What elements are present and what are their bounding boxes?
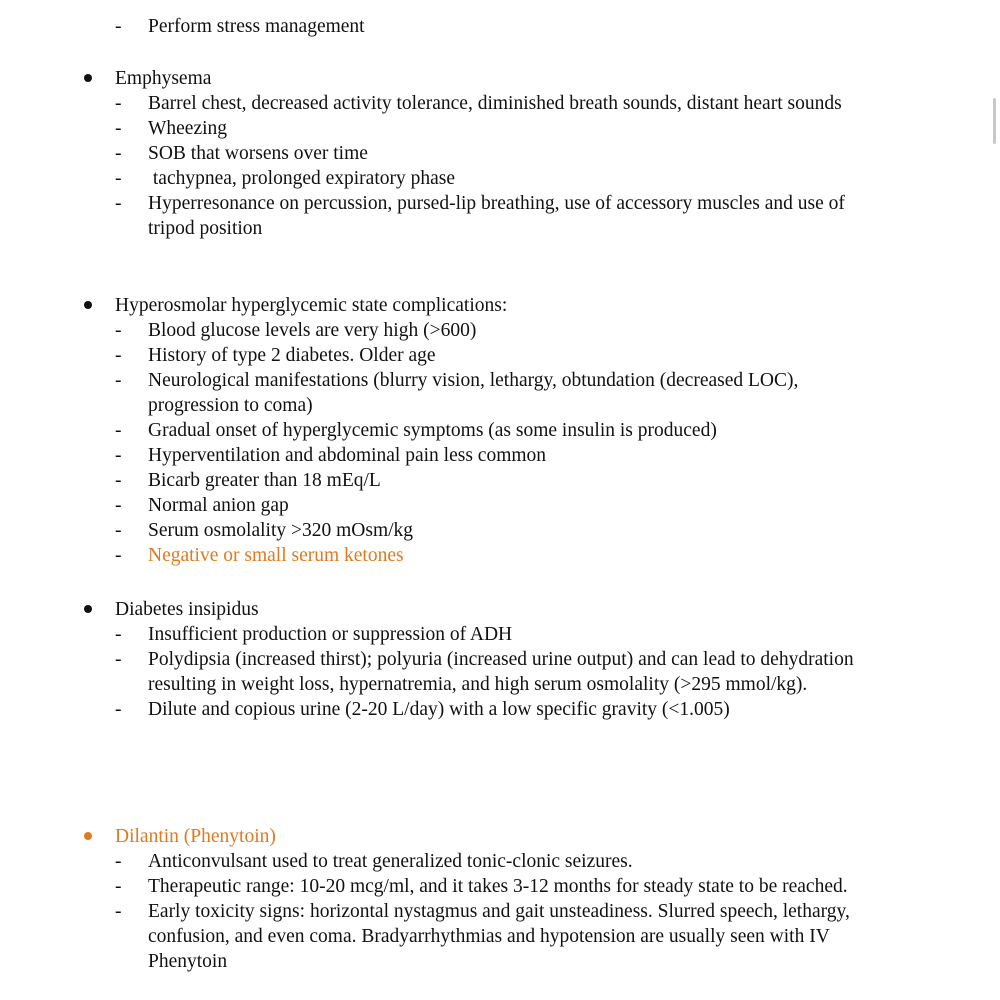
dash-marker: - [115,876,122,897]
dash-marker: - [115,495,122,516]
list-item-text: History of type 2 diabetes. Older age [148,345,436,366]
list-item-text: Normal anion gap [148,495,289,516]
list-item-text: Serum osmolality >320 mOsm/kg [148,520,414,541]
dash-marker: - [115,370,122,391]
dash-marker: - [115,445,122,466]
list-item [0,191,888,241]
dash-marker: - [115,118,122,139]
list-item-text: Dilute and copious urine (2-20 L/day) with a low specific gravity (<1.005) [148,699,730,720]
list-item [0,697,888,722]
section-emphysema [0,66,1000,241]
list-item [0,418,888,443]
section-heading [0,66,1000,91]
list-item [0,91,888,116]
section-hhs [0,293,1000,568]
bullet-list [0,849,1000,974]
list-item-text: Wheezing [148,118,228,139]
highlighted-item-text: Negative or small serum ketones [148,545,404,566]
list-item-text: Polydipsia (increased thirst); polyuria (increased urine output) and can lead to dehydration resulting in weight loss, hypernatremia, and high serum osmolality (>295 mmol/kg). [148,649,854,695]
list-item [0,874,888,899]
dash-marker: - [115,699,122,720]
section-heading [0,293,1000,318]
dash-marker: - [115,624,122,645]
list-item [0,318,888,343]
section-dilantin [0,824,1000,974]
list-item-text: Neurological manifestations (blurry vision, lethargy, obtundation (decreased LOC), progression to coma) [148,370,799,416]
bullet-list [0,91,1000,241]
bullet-list [0,622,1000,722]
section-heading-text: Dilantin (Phenytoin) [115,826,276,847]
section-diabetes-insipidus [0,597,1000,722]
dash-marker: - [115,345,122,366]
list-item [0,543,888,568]
dash-marker: - [115,93,122,114]
list-item [0,849,888,874]
section-heading [0,824,1000,849]
dash-marker: - [115,168,122,189]
list-item-text: Early toxicity signs: horizontal nystagmus and gait unsteadiness. Slurred speech, lethargy, confusion, and even coma. Bradyarrhythmias and hypotension are usually seen with IV Phenytoin [148,901,850,972]
dash-marker: - [115,16,122,37]
dash-marker: - [115,420,122,441]
dash-marker: - [115,193,122,214]
dash-marker: - [115,851,122,872]
list-item-text: Blood glucose levels are very high (>600) [148,320,477,341]
list-item [0,647,888,697]
bullet-icon [84,832,92,840]
list-item-text: Bicarb greater than 18 mEq/L [148,470,381,491]
dash-marker: - [115,470,122,491]
list-item-text: tachypnea, prolonged expiratory phase [148,168,456,189]
dash-marker: - [115,545,122,566]
list-item-text: Barrel chest, decreased activity tolerance, diminished breath sounds, distant heart sounds [148,93,842,114]
section-heading-text: Emphysema [115,68,212,89]
bullet-icon [84,74,92,82]
list-item [0,622,888,647]
dash-marker: - [115,320,122,341]
list-item-text: Anticonvulsant used to treat generalized tonic-clonic seizures. [148,851,633,872]
bullet-icon [84,605,92,613]
list-item [115,14,908,39]
dash-marker: - [115,649,122,670]
list-item-text: Hyperventilation and abdominal pain less common [148,445,547,466]
list-item-text: Gradual onset of hyperglycemic symptoms (as some insulin is produced) [148,420,717,441]
section-heading-text: Diabetes insipidus [115,599,259,620]
list-item [0,899,888,974]
list-item [0,116,888,141]
bullet-list [0,318,1000,568]
section-heading-text: Hyperosmolar hyperglycemic state complications: [115,295,508,316]
bullet-icon [84,301,92,309]
list-item [0,468,888,493]
scrollbar-thumb[interactable] [993,98,996,144]
list-item-text: Insufficient production or suppression of ADH [148,624,513,645]
dash-marker: - [115,901,122,922]
section-heading [0,597,1000,622]
dash-marker: - [115,143,122,164]
list-item [0,493,888,518]
list-item-text: Therapeutic range: 10-20 mcg/ml, and it takes 3-12 months for steady state to be reached. [148,876,848,897]
list-item [0,141,888,166]
list-item [0,518,888,543]
list-item [0,166,888,191]
list-item-text: SOB that worsens over time [148,143,368,164]
list-item [0,368,888,418]
dash-marker: - [115,520,122,541]
list-item [0,343,888,368]
list-item [0,443,888,468]
list-item-text: Perform stress management [148,16,365,37]
list-item-text: Hyperresonance on percussion, pursed-lip breathing, use of accessory muscles and use of tripod position [148,193,845,239]
